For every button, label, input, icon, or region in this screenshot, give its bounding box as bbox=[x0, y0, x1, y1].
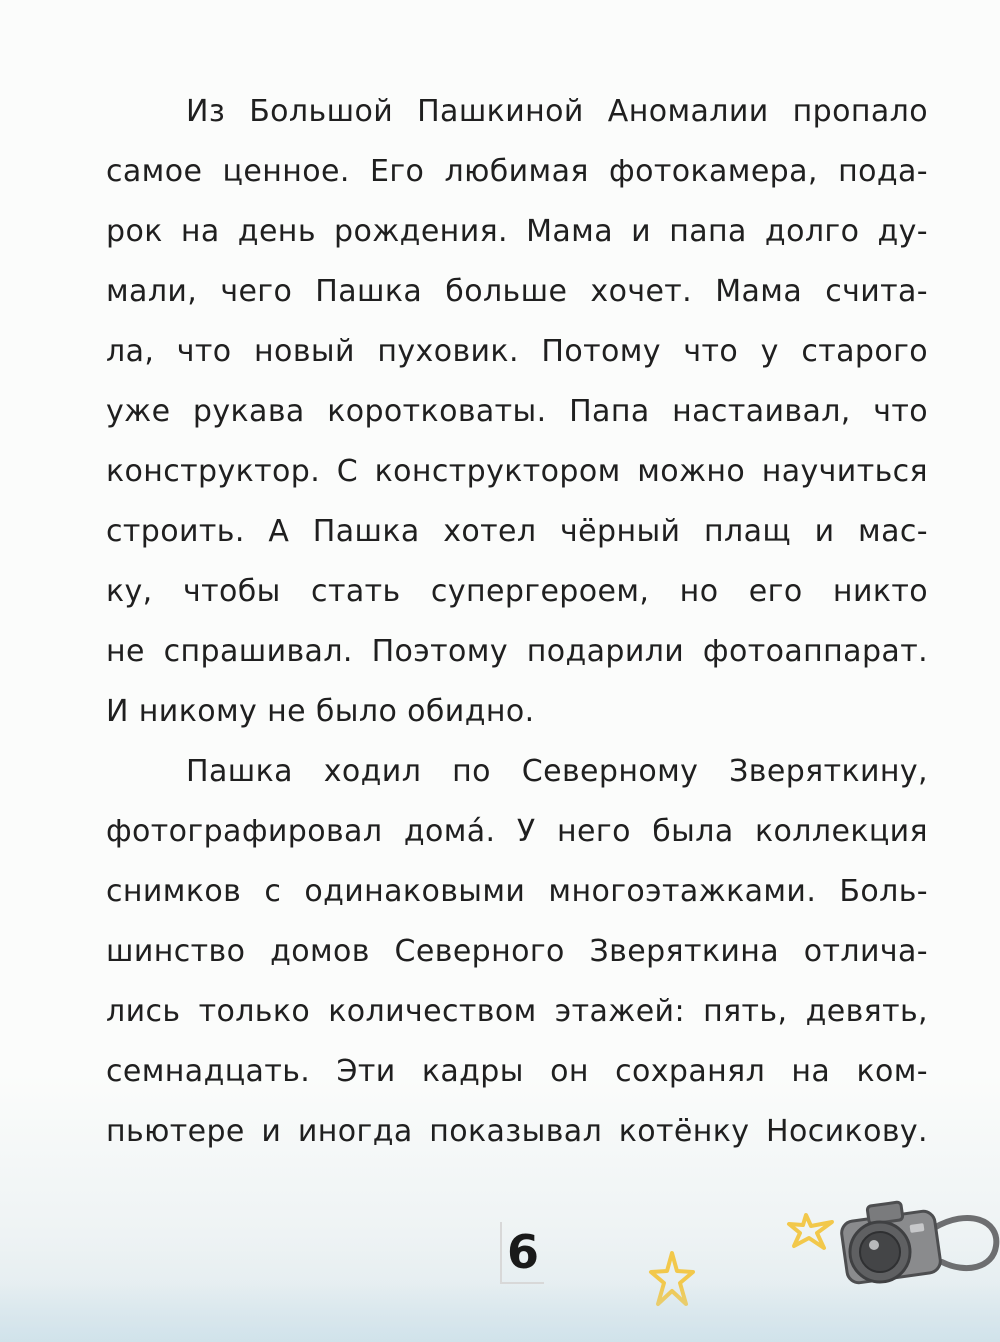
text-line: Пашка ходил по Северному Зверяткину, bbox=[186, 754, 928, 789]
page-number: 6 bbox=[500, 1222, 544, 1284]
text-line: снимков с одинаковыми многоэтажками. Боль- bbox=[106, 874, 928, 909]
text-line: лись только количеством этажей: пять, девять, bbox=[106, 994, 928, 1029]
text-line: конструктор. С конструктором можно научиться bbox=[106, 454, 928, 489]
bottom-tint bbox=[0, 1282, 1000, 1342]
text-line: семнадцать. Эти кадры он сохранял на ком- bbox=[106, 1054, 928, 1089]
paragraph bbox=[106, 82, 928, 742]
text-line: Из Большой Пашкиной Аномалии пропало bbox=[186, 94, 928, 129]
text-line: И никому не было обидно. bbox=[106, 694, 535, 729]
text-line: ла, что новый пуховик. Потому что у старого bbox=[106, 334, 928, 369]
text-line: мали, чего Пашка больше хочет. Мама счита- bbox=[106, 274, 928, 309]
page-text bbox=[106, 82, 928, 1162]
text-line: строить. А Пашка хотел чёрный плащ и мас- bbox=[106, 514, 928, 549]
text-line: пьютере и иногда показывал котёнку Носикову. bbox=[106, 1114, 928, 1149]
text-line: уже рукава коротковаты. Папа настаивал, что bbox=[106, 394, 928, 429]
text-line: ку, чтобы стать супергероем, но его никто bbox=[106, 574, 928, 609]
text-line: не спрашивал. Поэтому подарили фотоаппарат. bbox=[106, 634, 928, 669]
text-line: шинство домов Северного Зверяткина отлича- bbox=[106, 934, 928, 969]
text-line: самое ценное. Его любимая фотокамера, пода- bbox=[106, 154, 928, 189]
paragraph bbox=[106, 742, 928, 1162]
text-line: рок на день рождения. Мама и папа долго ду- bbox=[106, 214, 928, 249]
text-line: фотографировал домá. У него была коллекция bbox=[106, 814, 928, 849]
star-icon bbox=[786, 1212, 836, 1252]
